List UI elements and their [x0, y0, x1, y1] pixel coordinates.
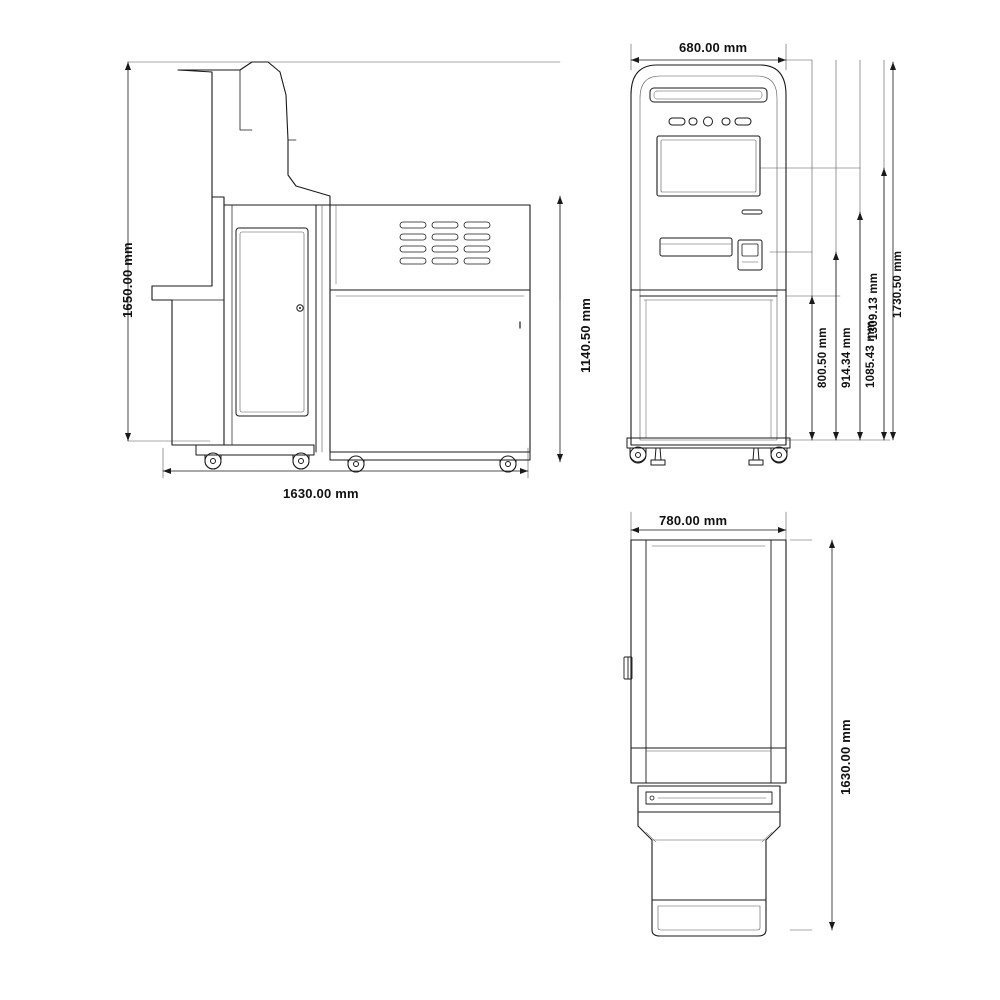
dim-side-length: 1630.00 mm [283, 486, 359, 501]
dim-front-height-914: 914.34 mm [841, 327, 853, 388]
dim-top-width: 780.00 mm [659, 513, 728, 528]
side-view-geometry [125, 62, 563, 478]
dim-front-height-1730: 1730.50 mm [892, 250, 904, 318]
dim-side-height: 1650.00 mm [120, 242, 135, 318]
dim-front-height-1085: 1085.43 mm [865, 320, 877, 388]
dim-front-height-800: 800.50 mm [817, 327, 829, 388]
dim-front-width: 680.00 mm [679, 40, 748, 55]
front-view-geometry [627, 44, 896, 465]
dim-front-height-1309: 1309.13 mm [868, 272, 880, 340]
top-view-geometry [624, 512, 835, 936]
dim-side-cabinet-height: 1140.50 mm [578, 297, 593, 373]
dim-top-length: 1630.00 mm [838, 719, 853, 795]
